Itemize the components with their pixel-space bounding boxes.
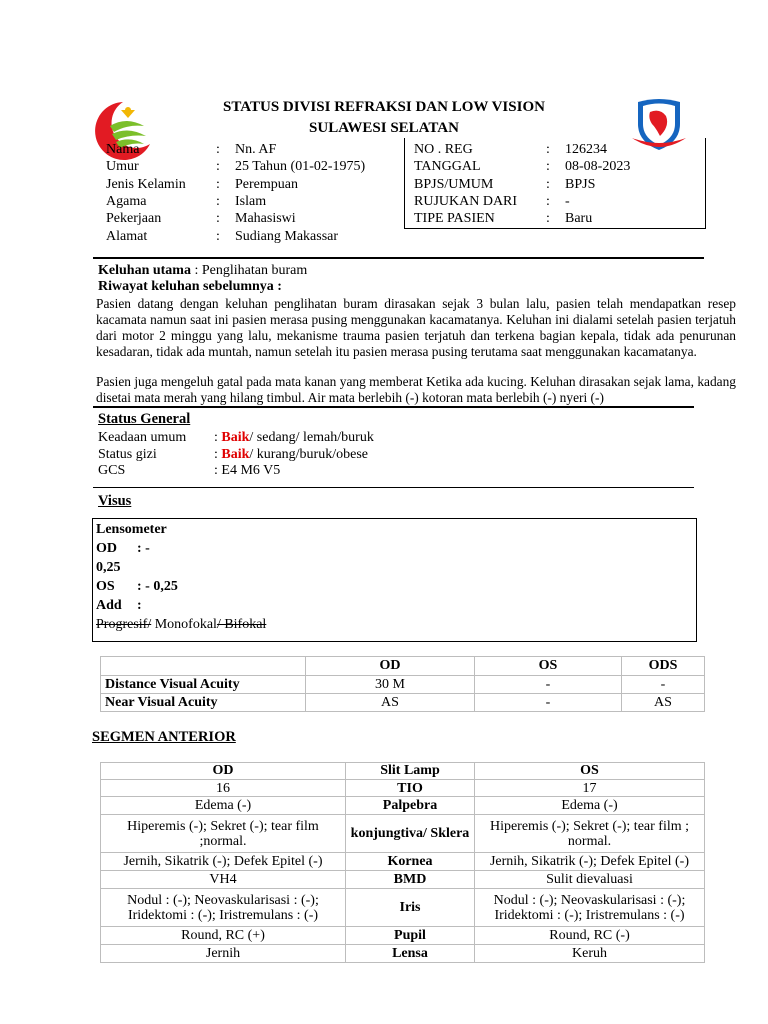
table-row [101,853,705,871]
os-label: OS [96,579,115,594]
label-agama: Agama [106,194,147,209]
sep-rujukan-dari: : [546,194,550,209]
add-separator: : [137,598,142,613]
parameter-cell: Pupil [346,927,475,945]
document-title-line2: SULAWESI SELATAN [309,120,459,136]
value-umur: 25 Tahun (01-02-1975) [235,159,366,174]
od-cell: Edema (-) [101,797,346,815]
value-tanggal: 08-08-2023 [565,159,631,174]
table-row [101,797,705,815]
lens-type-bifokal: / Bifokal [216,617,267,632]
table-header-cell: ODS [622,657,705,676]
os-cell: 17 [475,780,705,797]
table-header-row [101,657,705,676]
label-status-gizi: Status gizi [98,447,157,462]
value-pekerjaan: Mahasiswi [235,211,296,226]
table-cell: - [475,676,622,694]
value-nama: Nn. AF [235,142,277,157]
os-cell: Round, RC (-) [475,927,705,945]
label-gcs: GCS [98,463,126,478]
os-cell: Sulit dievaluasi [475,871,705,889]
lens-type-options [96,615,266,634]
od-cell: VH4 [101,871,346,889]
table-header-cell: OD [306,657,475,676]
sep-no-reg: : [546,142,550,157]
status-general-heading: Status General [98,411,191,427]
value-jenis-kelamin: Perempuan [235,177,298,192]
table-row [101,815,705,853]
table-header-cell [101,657,306,676]
label-tipe-pasien: TIPE PASIEN [414,211,495,226]
riwayat-keluhan-heading: Riwayat keluhan sebelumnya : [98,279,282,294]
visual-acuity-table [100,656,705,712]
section-divider [93,257,704,259]
value-rujukan-dari: - [565,194,570,209]
parameter-cell: BMD [346,871,475,889]
table-cell: AS [622,694,705,712]
keluhan-utama [98,263,307,279]
od-cell: Jernih [101,945,346,963]
document-title-line1: STATUS DIVISI REFRAKSI DAN LOW VISION [223,99,545,115]
highlight-baik: Baik [221,430,250,445]
label-umur: Umur [106,159,139,174]
parameter-cell: TIO [346,780,475,797]
label-pekerjaan: Pekerjaan [106,211,162,226]
parameter-cell: Palpebra [346,797,475,815]
od-separator: : - [137,541,150,556]
parameter-cell: Lensa [346,945,475,963]
value-keadaan-umum: : Baik/ sedang/ lemah/buruk [214,430,374,445]
sep-bpjs-umum: : [546,177,550,192]
table-row [101,889,705,927]
os-cell: Nodul : (-); Neovaskularisasi : (-); Iridektomi : (-); Iristremulans : (-) [475,889,705,927]
row-label: Distance Visual Acuity [101,676,306,694]
od-cell: Hiperemis (-); Sekret (-); tear film ;normal. [101,815,346,853]
riwayat-paragraph-1: Pasien datang dengan keluhan penglihatan buram dirasakan sejak 3 bulan lalu, pasien telah mendapatkan resep kacamata namun saat ini pasien merasa pusing menggunakan kacamatanya. Keluhan ini dialami setelah pasien terjatuh dari motor 2 minggu yang lalu, mekanisme trauma pasien terjatuh dan terkena bagian kepala, tidak ada penurunan kesadaran, tidak ada muntah, namun setelah itu pasien merasa pusing terutama saat menggunakan kacamatanya. [96,296,736,359]
sep-tipe-pasien: : [546,211,550,226]
table-row [101,927,705,945]
label-rujukan-dari: RUJUKAN DARI [414,194,518,209]
table-row [101,871,705,889]
table-row [101,676,705,694]
table-row [101,780,705,797]
value-alamat: Sudiang Makassar [235,229,339,244]
os-cell: Keruh [475,945,705,963]
label-bpjs-umum: BPJS/UMUM [414,177,494,192]
value-bpjs-umum: BPJS [565,177,596,192]
od-cell: Round, RC (+) [101,927,346,945]
table-header-row [101,763,705,780]
parameter-cell: Iris [346,889,475,927]
label-no-reg: NO . REG [414,142,473,157]
table-cell: - [622,676,705,694]
keluhan-utama-label: Keluhan utama [98,263,191,278]
sep-nama: : [216,142,220,157]
segmen-anterior-heading: SEGMEN ANTERIOR [92,729,236,745]
table-cell: AS [306,694,475,712]
table-row [101,694,705,712]
table-cell: - [475,694,622,712]
table-header-cell: OS [475,763,705,780]
label-tanggal: TANGGAL [414,159,481,174]
label-keadaan-umum: Keadaan umum [98,430,187,445]
sep-jenis-kelamin: : [216,177,220,192]
sep-agama: : [216,194,220,209]
keluhan-utama-value: : Penglihatan buram [190,263,308,278]
sep-tanggal: : [546,159,550,174]
label-jenis-kelamin: Jenis Kelamin [106,177,186,192]
value-no-reg: 126234 [565,142,607,157]
lens-type-progresif: Progresif/ [96,617,152,632]
add-label: Add [96,598,122,613]
section-divider [93,406,694,408]
lensometer-title: Lensometer [96,522,167,537]
od-cell: Jernih, Sikatrik (-); Defek Epitel (-) [101,853,346,871]
table-header-cell: OS [475,657,622,676]
value-agama: Islam [235,194,267,209]
label-alamat: Alamat [106,229,148,244]
label-nama: Nama [106,142,140,157]
value-status-gizi: : Baik/ kurang/buruk/obese [214,447,368,462]
os-value: : - 0,25 [137,579,178,594]
riwayat-paragraph-2: Pasien juga mengeluh gatal pada mata kanan yang memberat Ketika ada kucing. Keluhan dirasakan sejak lama, kadang disetai mata merah yang hilang timbul. Air mata berlebih (-) kotoran mata berlebih (-) nyeri (-) [96,374,736,405]
row-label: Near Visual Acuity [101,694,306,712]
od-cell: Nodul : (-); Neovaskularisasi : (-); Iridektomi : (-); Iristremulans : (-) [101,889,346,927]
value-tipe-pasien: Baru [565,211,593,226]
table-header-cell: Slit Lamp [346,763,475,780]
lensometer-box [92,518,697,642]
segmen-anterior-table [100,762,705,963]
parameter-cell: konjungtiva/ Sklera [346,815,475,853]
od-value: 0,25 [96,560,121,575]
od-label: OD [96,541,117,556]
sep-alamat: : [216,229,220,244]
parameter-cell: Kornea [346,853,475,871]
value-gcs: : E4 M6 V5 [214,463,281,478]
table-header-cell: OD [101,763,346,780]
table-cell: 30 M [306,676,475,694]
section-divider [93,487,694,488]
os-cell: Jernih, Sikatrik (-); Defek Epitel (-) [475,853,705,871]
lens-type-monofokal: Monofokal [151,617,217,632]
os-cell: Edema (-) [475,797,705,815]
sep-pekerjaan: : [216,211,220,226]
os-cell: Hiperemis (-); Sekret (-); tear film ; normal. [475,815,705,853]
table-row [101,945,705,963]
highlight-baik: Baik [221,447,250,462]
sep-umur: : [216,159,220,174]
od-cell: 16 [101,780,346,797]
visus-heading: Visus [98,493,132,509]
